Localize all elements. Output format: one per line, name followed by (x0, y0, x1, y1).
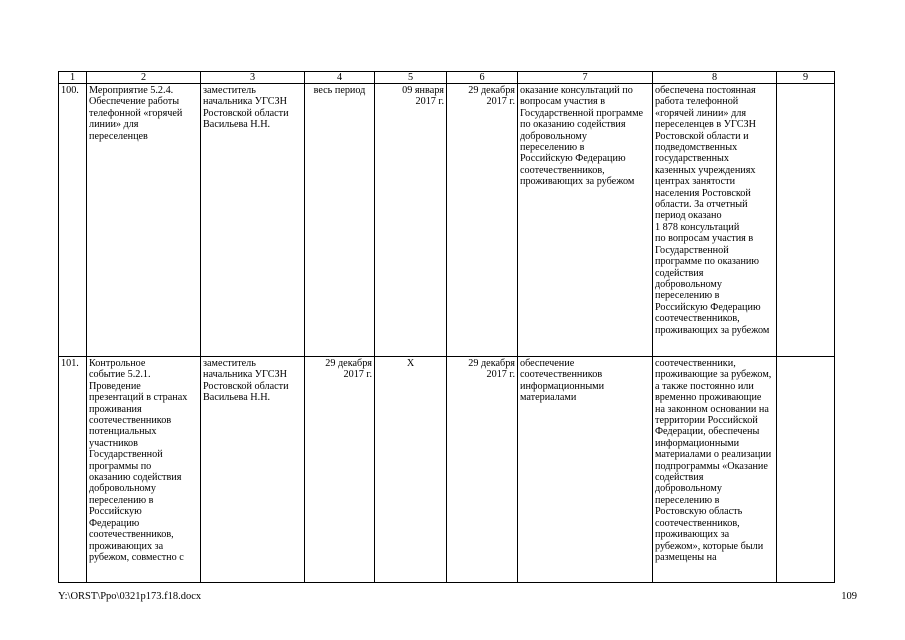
start-date: 09 января 2017 г. (375, 84, 447, 357)
column-number: 2 (87, 72, 201, 84)
column-number: 4 (305, 72, 375, 84)
end-date: 29 декабря 2017 г. (447, 357, 518, 583)
period: 29 декабря 2017 г. (305, 357, 375, 583)
end-date: 29 декабря 2017 г. (447, 84, 518, 357)
column-number-row (59, 72, 835, 84)
expected-result: оказание консультаций по вопросам участия в Государственной программе по оказанию содействия добровольному переселению в Российскую Федерацию соотечественников, проживающих за рубежом (518, 84, 653, 357)
events-table (58, 71, 835, 583)
row-number: 101. (59, 357, 87, 583)
actual-result: обеспечена постоянная работа телефонной «горячей линии» для переселенцев в УГСЗН Ростовской области и подведомственных государственных казенных учреждениях центрах занятости населения Ростовской области. За отчетный период оказано 1 878 консультаций по вопросам участия в Государственной программе по оказанию содействия добровольному переселению в Российскую Федерацию соотечественников, проживающих за рубежом (653, 84, 777, 357)
column-number: 6 (447, 72, 518, 84)
event-name: Мероприятие 5.2.4. Обеспечение работы телефонной «горячей линии» для переселенцев (87, 84, 201, 357)
column-number: 7 (518, 72, 653, 84)
column-number: 3 (201, 72, 305, 84)
column-number: 1 (59, 72, 87, 84)
period: весь период (305, 84, 375, 357)
responsible: заместитель начальника УГСЗН Ростовской области Васильева Н.Н. (201, 357, 305, 583)
column-number: 8 (653, 72, 777, 84)
column-number: 9 (777, 72, 835, 84)
file-path: Y:\ORST\Ppo\0321p173.f18.docx (58, 591, 202, 602)
column-9-cell (777, 357, 835, 583)
column-number: 5 (375, 72, 447, 84)
actual-result: соотечественники, проживающие за рубежом, а также постоянно или временно проживающие на законном основании на территории Российской Федерации, обеспечены информационными материалами о реализации подпрограммы «Оказание содействия добровольному переселению в Ростовскую область соотечественников, проживающих за рубежом», которые были размещены на (653, 357, 777, 583)
start-date: X (375, 357, 447, 583)
column-9-cell (777, 84, 835, 357)
responsible: заместитель начальника УГСЗН Ростовской области Васильева Н.Н. (201, 84, 305, 357)
expected-result: обеспечение соотечественников информационными материалами (518, 357, 653, 583)
table-row (59, 357, 835, 583)
row-number: 100. (59, 84, 87, 357)
page-number: 109 (841, 591, 857, 602)
table-row (59, 84, 835, 357)
event-name: Контрольное событие 5.2.1. Проведение презентаций в странах проживания соотечественников потенциальных участников Государственной программы по оказанию содействия добровольному переселению в Российскую Федерацию соотечественников, проживающих за рубежом, совместно с (87, 357, 201, 583)
